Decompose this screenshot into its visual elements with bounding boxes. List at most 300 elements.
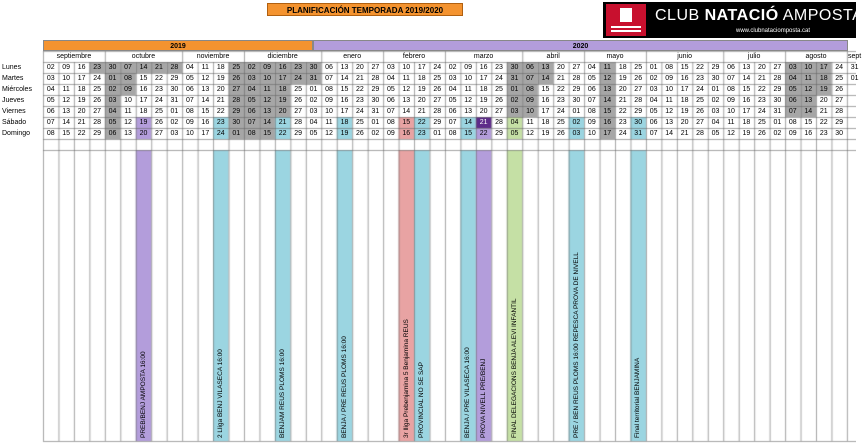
date-cell: 01	[170, 108, 179, 115]
date-cell: 07	[448, 119, 457, 126]
date-cell: 30	[510, 64, 519, 71]
date-cell: 25	[433, 75, 442, 82]
date-cell: 04	[386, 75, 395, 82]
month-label: diciembre	[267, 53, 298, 60]
month-label: marzo	[473, 53, 494, 60]
date-cell: 30	[835, 130, 844, 137]
club-crest-icon	[606, 4, 646, 36]
date-cell: 24	[294, 75, 302, 82]
date-cell: 17	[680, 86, 689, 93]
date-cell: 09	[464, 64, 473, 71]
date-cell: 05	[448, 97, 457, 104]
date-cell: 13	[201, 86, 210, 93]
date-cell: 19	[417, 86, 426, 93]
date-cell: 09	[62, 64, 71, 71]
date-cell: 12	[464, 97, 473, 104]
date-cell: 26	[696, 108, 704, 115]
date-cell: 03	[788, 64, 797, 71]
date-cell: 21	[819, 108, 828, 115]
month-label: agosto	[805, 53, 827, 60]
date-cell: 26	[495, 97, 503, 104]
event-label: BENJA / PRE REUS PLOMS 16:00	[340, 336, 348, 438]
date-cell: 13	[804, 97, 813, 104]
date-cell: 11	[124, 108, 132, 115]
month-label: febrero	[402, 53, 426, 60]
date-cell: 21	[557, 75, 565, 82]
date-cell: 06	[185, 86, 194, 93]
date-cell: 27	[773, 64, 782, 71]
date-cell: 03	[247, 75, 256, 82]
date-cell: 27	[155, 130, 163, 137]
date-cell: 17	[417, 64, 426, 71]
date-cell: 29	[711, 64, 720, 71]
date-cell: 29	[93, 130, 101, 137]
date-cell: 14	[139, 64, 148, 71]
date-cell: 25	[232, 64, 241, 71]
date-cell: 25	[757, 119, 766, 126]
date-cell: 02	[371, 130, 380, 137]
date-cell: 19	[340, 130, 349, 137]
date-cell: 25	[634, 64, 643, 71]
date-cell: 17	[77, 75, 86, 82]
date-cell: 28	[93, 119, 101, 126]
date-cell: 15	[680, 64, 689, 71]
date-cell: 30	[232, 119, 241, 126]
date-cell: 18	[680, 97, 689, 104]
date-cell: 28	[572, 75, 581, 82]
date-cell: 10	[526, 108, 534, 115]
date-cell: 15	[340, 86, 349, 93]
date-cell: 11	[325, 119, 333, 126]
date-cell: 12	[727, 130, 735, 137]
date-cell: 01	[232, 130, 241, 137]
date-cell: 12	[201, 75, 210, 82]
date-cell: 08	[587, 108, 596, 115]
date-cell: 17	[201, 130, 210, 137]
date-cell: 16	[201, 119, 210, 126]
date-cell: 10	[587, 130, 596, 137]
date-cell: 05	[386, 86, 395, 93]
date-cell: 16	[742, 97, 751, 104]
date-cell: 13	[742, 64, 751, 71]
date-cell: 23	[155, 86, 163, 93]
date-cell: 29	[835, 119, 844, 126]
date-cell: 17	[278, 75, 287, 82]
date-cell: 12	[402, 86, 411, 93]
date-cell: 02	[247, 64, 256, 71]
date-cell: 28	[696, 130, 704, 137]
date-cell: 09	[727, 97, 735, 104]
weekday-label: Martes	[2, 75, 24, 82]
date-cell: 24	[696, 86, 704, 93]
month-label: octubre	[131, 53, 156, 60]
event-label: FINAL DELEGACIONS BENJA ALEVI INFANTIL	[510, 298, 518, 438]
date-cell: 16	[77, 64, 86, 71]
date-cell: 20	[216, 86, 225, 93]
date-cell: 29	[232, 108, 241, 115]
weekday-label: Viernes	[2, 108, 26, 115]
date-cell: 06	[46, 108, 55, 115]
date-cell: 15	[201, 108, 210, 115]
date-cell: 08	[386, 119, 395, 126]
date-cell: 07	[526, 75, 534, 82]
date-cell: 19	[139, 119, 148, 126]
date-cell: 14	[804, 108, 813, 115]
date-cell: 22	[618, 108, 627, 115]
date-cell: 04	[108, 108, 117, 115]
date-cell: 19	[742, 130, 751, 137]
date-cell: 28	[773, 75, 782, 82]
date-cell: 28	[835, 108, 844, 115]
date-cell: 16	[278, 64, 287, 71]
date-cell: 18	[216, 64, 225, 71]
month-label: sept	[848, 53, 862, 60]
date-cell: 13	[464, 108, 473, 115]
date-cell: 01	[510, 86, 519, 93]
date-cell: 18	[417, 75, 426, 82]
date-cell: 30	[572, 97, 581, 104]
date-cell: 21	[77, 119, 86, 126]
weekday-label: Jueves	[2, 97, 25, 104]
date-cell: 02	[46, 64, 55, 71]
date-cell: 08	[788, 119, 797, 126]
date-cell: 26	[356, 130, 364, 137]
date-cell: 15	[62, 130, 71, 137]
date-cell: 02	[510, 97, 519, 104]
date-cell: 10	[325, 108, 333, 115]
date-cell: 04	[247, 86, 256, 93]
date-cell: 01	[433, 130, 442, 137]
date-cell: 16	[804, 130, 813, 137]
date-cell: 18	[819, 75, 828, 82]
date-cell: 28	[495, 119, 503, 126]
date-cell: 06	[386, 97, 395, 104]
month-label: mayo	[606, 53, 624, 60]
date-cell: 01	[572, 108, 581, 115]
month-label: septiembre	[56, 53, 92, 60]
date-cell: 21	[417, 108, 426, 115]
date-cell: 07	[247, 119, 256, 126]
date-cell: 19	[278, 97, 287, 104]
date-cell: 24	[216, 130, 225, 137]
date-cell: 11	[62, 86, 70, 93]
date-cell: 07	[46, 119, 55, 126]
date-cell: 09	[124, 86, 132, 93]
date-cell: 11	[603, 64, 611, 71]
year-2020-header: 2020	[313, 40, 848, 51]
date-cell: 18	[77, 86, 86, 93]
date-cell: 09	[526, 97, 534, 104]
date-cell: 27	[835, 97, 844, 104]
date-cell: 12	[325, 130, 333, 137]
date-cell: 17	[139, 97, 148, 104]
date-cell: 22	[417, 119, 426, 126]
date-cell: 15	[742, 86, 751, 93]
date-cell: 31	[850, 64, 859, 71]
date-cell: 22	[216, 108, 225, 115]
date-cell: 13	[62, 108, 71, 115]
date-cell: 04	[788, 75, 797, 82]
date-cell: 02	[649, 75, 658, 82]
date-cell: 26	[634, 75, 643, 82]
date-cell: 10	[62, 75, 71, 82]
date-cell: 25	[93, 86, 101, 93]
date-cell: 24	[433, 64, 442, 71]
date-cell: 28	[232, 97, 241, 104]
date-cell: 16	[139, 86, 148, 93]
date-cell: 02	[309, 97, 318, 104]
date-cell: 24	[356, 108, 364, 115]
date-cell: 06	[587, 86, 596, 93]
date-cell: 21	[757, 75, 766, 82]
date-cell: 05	[46, 97, 55, 104]
date-cell: 11	[201, 64, 209, 71]
date-cell: 24	[618, 130, 627, 137]
year-2019-header: 2019	[43, 40, 313, 51]
date-cell: 29	[495, 130, 503, 137]
date-cell: 20	[417, 97, 426, 104]
date-cell: 23	[557, 97, 565, 104]
date-cell: 27	[433, 97, 442, 104]
date-cell: 19	[541, 130, 550, 137]
date-cell: 14	[603, 97, 612, 104]
event-label: PRE / BEN REUS PLOMS 16:00 REPESCA PROVA DE NIVELL	[572, 252, 580, 438]
date-cell: 10	[464, 75, 473, 82]
date-cell: 22	[278, 130, 287, 137]
date-cell: 09	[325, 97, 333, 104]
date-cell: 12	[62, 97, 71, 104]
date-cell: 29	[170, 75, 179, 82]
date-cell: 03	[386, 64, 395, 71]
date-cell: 28	[371, 75, 380, 82]
date-cell: 19	[680, 108, 689, 115]
date-cell: 28	[294, 119, 302, 126]
date-cell: 22	[155, 75, 163, 82]
page-title: PLANIFICACIÓN TEMPORADA 2019/2020	[267, 3, 463, 16]
date-cell: 28	[170, 64, 179, 71]
date-cell: 19	[618, 75, 627, 82]
date-cell: 11	[402, 75, 410, 82]
date-cell: 18	[479, 86, 488, 93]
date-cell: 14	[541, 75, 550, 82]
date-cell: 27	[93, 108, 101, 115]
date-cell: 04	[448, 86, 457, 93]
date-cell: 19	[216, 75, 225, 82]
date-cell: 01	[850, 75, 859, 82]
date-cell: 17	[603, 130, 612, 137]
month-label: enero	[343, 53, 362, 60]
weekday-label: Sábado	[2, 119, 27, 126]
date-cell: 30	[108, 64, 117, 71]
date-cell: 02	[773, 130, 782, 137]
date-cell: 27	[696, 119, 704, 126]
date-cell: 03	[46, 75, 55, 82]
weekday-label: Lunes	[2, 64, 22, 71]
date-cell: 11	[263, 86, 271, 93]
date-cell: 13	[340, 64, 349, 71]
date-cell: 29	[294, 130, 302, 137]
date-cell: 31	[170, 97, 179, 104]
date-cell: 14	[402, 108, 411, 115]
month-label: abril	[546, 53, 560, 60]
event-label: BENJAM REUS PLOMS 16:00	[278, 349, 286, 438]
date-cell: 30	[170, 86, 179, 93]
date-cell: 08	[185, 108, 194, 115]
date-cell: 20	[139, 130, 148, 137]
date-cell: 03	[510, 108, 519, 115]
date-cell: 23	[819, 130, 828, 137]
date-cell: 20	[356, 64, 364, 71]
date-cell: 14	[464, 119, 473, 126]
date-cell: 15	[603, 108, 612, 115]
date-cell: 21	[278, 119, 287, 126]
date-cell: 22	[557, 86, 565, 93]
date-cell: 10	[185, 130, 194, 137]
date-cell: 21	[618, 97, 627, 104]
date-cell: 08	[325, 86, 333, 93]
date-cell: 23	[216, 119, 225, 126]
date-cell: 07	[587, 97, 596, 104]
date-cell: 10	[804, 64, 813, 71]
date-cell: 11	[464, 86, 472, 93]
date-cell: 22	[819, 119, 828, 126]
weekday-label: Domingo	[2, 130, 31, 137]
date-cell: 16	[479, 64, 488, 71]
date-cell: 13	[603, 86, 612, 93]
date-cell: 16	[541, 97, 550, 104]
date-cell: 05	[309, 130, 318, 137]
date-cell: 26	[93, 97, 101, 104]
date-cell: 31	[634, 130, 643, 137]
date-cell: 07	[649, 130, 658, 137]
date-cell: 21	[479, 119, 488, 126]
date-cell: 20	[819, 97, 828, 104]
date-cell: 30	[711, 75, 720, 82]
date-cell: 25	[155, 108, 163, 115]
date-cell: 01	[773, 119, 782, 126]
weekday-label: Miércoles	[2, 86, 32, 93]
date-cell: 05	[185, 75, 194, 82]
date-cell: 30	[309, 64, 318, 71]
date-cell: 20	[479, 108, 488, 115]
date-cell: 17	[541, 108, 550, 115]
date-cell: 22	[77, 130, 86, 137]
date-cell: 18	[340, 119, 349, 126]
date-cell: 30	[634, 119, 643, 126]
date-cell: 20	[278, 108, 287, 115]
date-cell: 13	[124, 130, 132, 137]
date-cell: 16	[340, 97, 349, 104]
date-cell: 20	[618, 86, 627, 93]
date-cell: 22	[356, 86, 364, 93]
date-cell: 04	[309, 119, 318, 126]
date-cell: 15	[402, 119, 411, 126]
date-cell: 25	[696, 97, 704, 104]
date-cell: 06	[247, 108, 256, 115]
date-cell: 29	[572, 86, 581, 93]
date-cell: 18	[278, 86, 287, 93]
date-cell: 09	[665, 75, 674, 82]
event-label: PROVA NIVELL PRE/BENJ	[479, 358, 487, 438]
date-cell: 06	[325, 64, 333, 71]
date-cell: 03	[309, 108, 318, 115]
date-cell: 09	[386, 130, 395, 137]
date-cell: 23	[294, 64, 302, 71]
date-cell: 12	[263, 97, 272, 104]
date-cell: 26	[155, 119, 163, 126]
club-url: www.clubnataciomposta.cat	[736, 28, 811, 34]
date-cell: 09	[587, 119, 596, 126]
date-cell: 27	[572, 64, 581, 71]
date-cell: 14	[742, 75, 751, 82]
date-cell: 06	[526, 64, 534, 71]
date-cell: 13	[541, 64, 550, 71]
date-cell: 23	[757, 97, 766, 104]
date-cell: 17	[819, 64, 828, 71]
date-cell: 15	[464, 130, 473, 137]
date-cell: 22	[757, 86, 766, 93]
date-cell: 25	[495, 86, 503, 93]
date-cell: 04	[587, 64, 596, 71]
date-cell: 28	[634, 97, 643, 104]
date-cell: 11	[665, 97, 673, 104]
date-cell: 17	[742, 108, 751, 115]
date-cell: 12	[804, 86, 813, 93]
date-cell: 21	[216, 97, 225, 104]
date-cell: 15	[139, 75, 148, 82]
date-cell: 07	[325, 75, 333, 82]
date-cell: 02	[170, 119, 179, 126]
date-cell: 09	[263, 64, 272, 71]
date-cell: 23	[356, 97, 364, 104]
date-cell: 03	[448, 75, 457, 82]
date-cell: 15	[263, 130, 272, 137]
date-cell: 10	[263, 75, 272, 82]
date-cell: 12	[603, 75, 612, 82]
club-logo	[603, 2, 863, 38]
date-cell: 07	[727, 75, 735, 82]
month-label: julio	[747, 53, 761, 60]
date-cell: 02	[711, 97, 720, 104]
date-cell: 08	[124, 75, 132, 82]
date-cell: 27	[634, 86, 643, 93]
date-cell: 01	[649, 64, 658, 71]
date-cell: 10	[124, 97, 132, 104]
date-cell: 13	[665, 119, 674, 126]
date-cell: 12	[526, 130, 534, 137]
date-cell: 06	[448, 108, 457, 115]
date-cell: 26	[433, 86, 442, 93]
date-cell: 25	[835, 75, 844, 82]
date-cell: 24	[93, 75, 101, 82]
date-cell: 26	[835, 86, 844, 93]
date-cell: 30	[371, 97, 380, 104]
date-cell: 06	[649, 119, 658, 126]
date-cell: 24	[495, 75, 503, 82]
date-cell: 11	[804, 75, 812, 82]
date-cell: 03	[170, 130, 179, 137]
date-cell: 23	[93, 64, 101, 71]
date-cell: 09	[788, 130, 797, 137]
date-cell: 11	[526, 119, 534, 126]
date-cell: 05	[587, 75, 596, 82]
date-cell: 14	[263, 119, 272, 126]
date-cell: 28	[433, 108, 442, 115]
date-cell: 19	[77, 97, 86, 104]
date-cell: 18	[541, 119, 550, 126]
date-cell: 10	[402, 64, 411, 71]
date-cell: 10	[665, 86, 674, 93]
